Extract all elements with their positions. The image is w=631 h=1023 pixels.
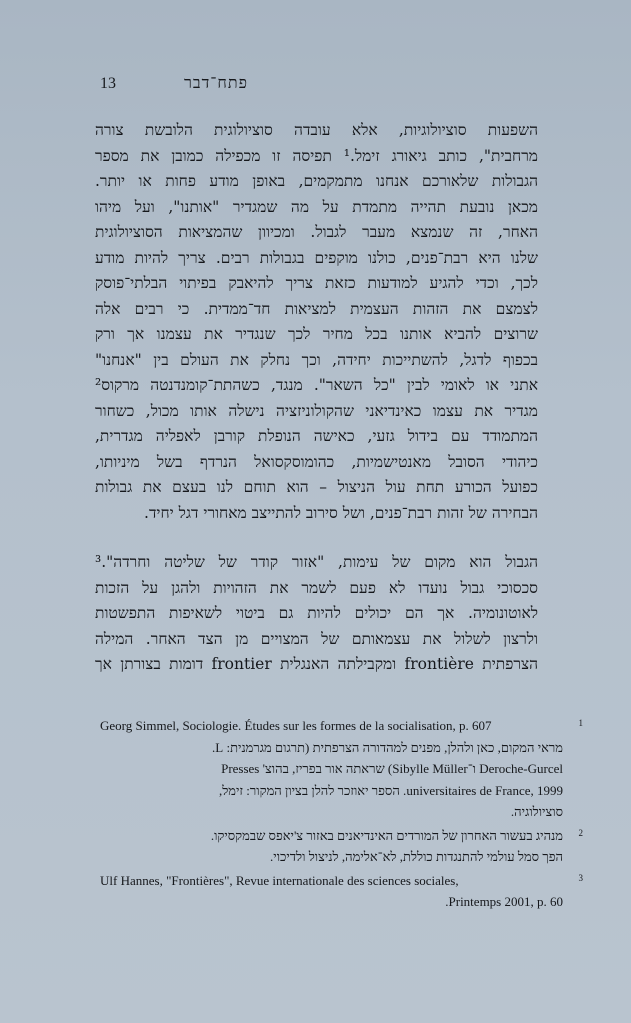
footnote-number: 3 — [578, 872, 583, 883]
text-line: אתני או לאומי לבין "כל השאר". מנגד, כשהתת־קומנדנטה מרקוס² — [95, 376, 538, 394]
running-title: פתח־דבר — [184, 75, 248, 92]
text-line: סכסוכי גבול נועדו לא פעם לשמר את הזהויות ולהגן על הזכות — [95, 578, 538, 597]
footnote — [100, 715, 583, 823]
running-header — [100, 72, 248, 96]
footnote-line: Deroche-Gurcel ו־Sibylle Müller) שראתה אור בפריז, בהוצ' Presses — [221, 761, 563, 776]
text-line: מרחבית", כותב גיאורג זימל.¹ תפיסה זו מכפילה כמובן את מספר — [95, 146, 538, 165]
footnote-line: מראי המקום, כאן ולהלן, מפנים למהדורה הצרפתית (תרגום מגרמנית: L. — [212, 739, 563, 755]
text-line: מגדיר את עצמו כאינדיאני שהקולוניזציה נישלה אותו מכול, כשחור — [95, 401, 538, 420]
text-line: הגבולות שלאורכם אנחנו מתמקמים, באופן מודע פחות או יותר. — [95, 172, 538, 190]
paragraph — [95, 118, 538, 526]
text-line: הגבול הוא מקום של עימות, "אזור קודר של שליטה וחרדה".³ — [95, 553, 538, 571]
text-line: הצרפתית frontière ומקבילתה האנגלית frontier דומות בצורתן אך — [95, 655, 538, 673]
footnote-line: סוציולוגיה. — [510, 804, 563, 819]
footnote-line: universitaires de France, 1999. הספר יאוזכר להלן בציון המקור: זימל, — [218, 782, 563, 798]
text-line: לצמצם את הזהות העצמית למציאות חד־ממדית. כי רבים אלה — [95, 299, 538, 318]
text-line: האחר, זה שנמצא מעבר לגבול. ומכיוון שהמציאות הסוציולוגית — [95, 223, 538, 241]
text-line: כפועל הכורע תחת עול הניצול – הוא תוחם לנו בעצם את גבולות — [95, 478, 538, 496]
footnote-number: 2 — [578, 827, 583, 838]
text-line: כיהודי הסובל מאנטישמיות, כהומוסקסואל הנרדף בשל מיניותו, — [95, 452, 538, 471]
text-line: השפעות סוציולוגיות, אלא עובדה סוציולוגית הלובשת צורה — [95, 121, 538, 139]
footnote-line: מנהיג בעשור האחרון של המורדים האינדיאנים באזור צ'יאפס שבמקסיקו. — [210, 827, 563, 843]
text-line: לכך, וכדי להגיע למודעות כזאת צריך להיאבק בפיתוי הבלתי־פוסק — [95, 274, 538, 292]
footnote-line: הפך סמל עולמי להתנגדות כוללת, לא־אלימה, לניצול ולדיכוי. — [270, 849, 563, 864]
footnotes — [100, 715, 583, 915]
footnote — [100, 870, 583, 913]
text-line: המתמודד עם בידול גזעי, כאישה הנופלת קורבן לאפליה מגדרית, — [95, 427, 538, 445]
paragraph — [95, 550, 538, 678]
footnote — [100, 825, 583, 868]
footnote-number: 1 — [578, 718, 583, 728]
page-number: 13 — [100, 75, 116, 92]
text-line: לאוטונומיה. אך הם יכולים להיות גם ביטוי לשאיפות התפשטות — [95, 604, 538, 622]
text-line: שלנו היא רבת־פנים, כולנו מוקפים בגבולות רבים. צריך להיות מודע — [95, 248, 538, 267]
footnote-line: Georg Simmel, Sociologie. Études sur les formes de la socialisation, p. 607 — [100, 718, 492, 733]
footnote-line: Ulf Hannes, "Frontières", Revue internationale des sciences sociales, — [100, 872, 459, 888]
footnote-line: Printemps 2001, p. 60. — [445, 894, 563, 909]
paragraph-gap — [95, 526, 538, 550]
text-line: שרוצים להביא אותנו בכל מחיר לכך שנגדיר את עצמנו אך ורק — [95, 325, 538, 343]
text-line: מכאן נובעת תהייה מתמדת על מה שמגדיר "אותנו", ועל מיהו — [95, 197, 538, 216]
body-text — [95, 118, 538, 678]
text-line: הבחירה של זהות רבת־פנים, ושל סירוב להתייצב מאחורי דגל יחיד. — [144, 503, 538, 522]
text-line: ולרצון לשלול את עצמאותם של המצויים מן הצד האחר. המילה — [95, 629, 538, 648]
text-line: בכפוף לדגל, להשתייכות יחידה, וכך נחלק את העולם בין "אנחנו" — [95, 350, 538, 369]
